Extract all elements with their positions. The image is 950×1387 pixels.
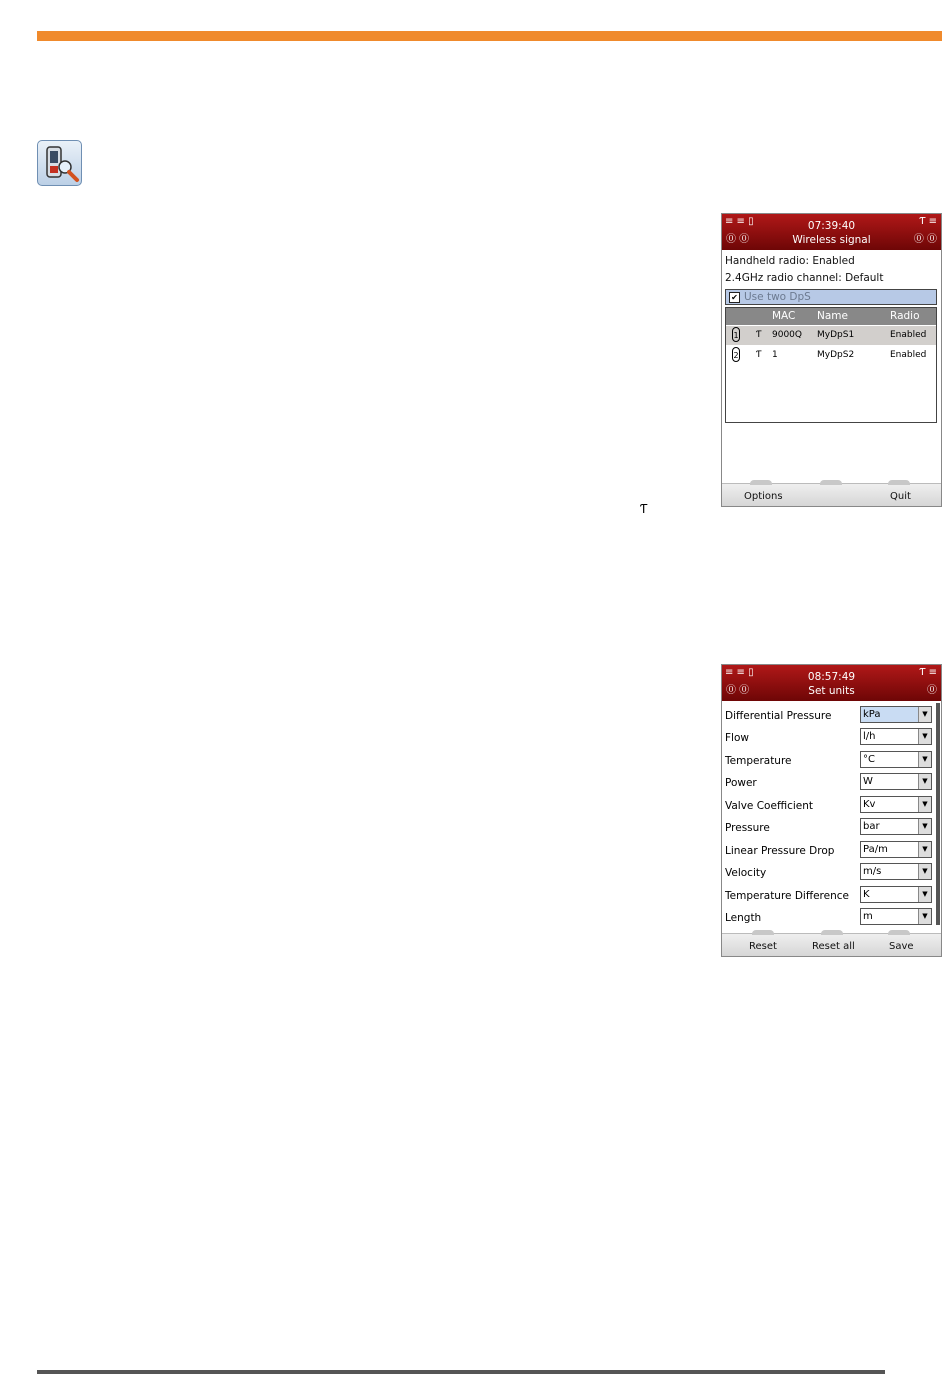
softkey-bar (722, 483, 941, 506)
radio-cell: Enabled (890, 350, 927, 360)
unit-select[interactable] (860, 863, 932, 880)
unit-row-valve-coefficient (722, 793, 937, 815)
dps-table (725, 307, 937, 423)
unit-select[interactable] (860, 908, 932, 925)
unit-select[interactable] (860, 728, 932, 745)
scrollbar[interactable] (936, 703, 940, 925)
column-mac: MAC (772, 310, 796, 322)
unit-label: Linear Pressure Drop (725, 845, 835, 857)
unit-row-temperature-difference (722, 883, 937, 905)
name-cell: MyDpS2 (817, 350, 855, 360)
chevron-down-icon: ▼ (918, 887, 931, 902)
dps-sensor-icon: ⓪ ⓪ (913, 234, 937, 245)
unit-select[interactable] (860, 818, 932, 835)
quit-button[interactable]: Quit (890, 491, 911, 502)
unit-value: Pa/m (863, 844, 888, 855)
antenna-icon: Ƭ ≡ (919, 667, 937, 678)
unit-value: °C (863, 754, 875, 765)
name-cell: MyDpS1 (817, 330, 855, 340)
unit-row-length (722, 905, 937, 927)
screen-header (722, 214, 941, 250)
unit-label: Temperature Difference (725, 890, 849, 902)
dps-sensor-icon: ⓪ (927, 685, 937, 696)
chevron-down-icon: ▼ (918, 819, 931, 834)
reset-button[interactable]: Reset (749, 941, 777, 952)
chevron-down-icon: ▼ (918, 864, 931, 879)
softkey-tab (888, 930, 910, 935)
dps-sensor-icon: ⓪ ⓪ (726, 234, 750, 245)
options-button[interactable]: Options (744, 491, 783, 502)
chevron-down-icon: ▼ (918, 909, 931, 924)
screen-title: Wireless signal (792, 234, 871, 246)
unit-value: bar (863, 821, 880, 832)
unit-row-pressure (722, 815, 937, 837)
clock: 08:57:49 (807, 671, 856, 683)
antenna-icon: Ƭ ≡ (919, 216, 937, 227)
unit-row-temperature (722, 748, 937, 770)
battery-signal-icon: ≡ ≡ ▯ (725, 667, 754, 678)
unit-select[interactable] (860, 751, 932, 768)
dps-sensor-icon: ⓪ ⓪ (726, 685, 750, 696)
unit-value: kPa (863, 709, 881, 720)
unit-select[interactable] (860, 796, 932, 813)
checkbox-check-icon: ✔ (729, 292, 740, 303)
handheld-radio-status: Handheld radio: Enabled (725, 255, 855, 267)
unit-value: W (863, 776, 873, 787)
unit-label: Length (725, 912, 762, 924)
reset-all-button[interactable]: Reset all (812, 941, 855, 952)
antenna-icon: Ƭ (756, 350, 762, 360)
chevron-down-icon: ▼ (918, 797, 931, 812)
set-units-screen (721, 664, 942, 957)
mac-cell: 1 (772, 350, 778, 360)
table-header (726, 308, 936, 325)
column-radio: Radio (890, 310, 920, 322)
unit-select[interactable] (860, 706, 932, 723)
softkey-tab (752, 930, 774, 935)
unit-select[interactable] (860, 841, 932, 858)
antenna-icon: Ƭ (640, 502, 648, 516)
unit-row-power (722, 770, 937, 792)
dps2-badge-icon: 2 (732, 347, 740, 362)
unit-row-flow (722, 725, 937, 747)
clock: 07:39:40 (807, 220, 856, 232)
unit-label: Valve Coefficient (725, 800, 814, 812)
table-row[interactable] (726, 346, 936, 365)
unit-value: l/h (863, 731, 876, 742)
unit-row-linear-pressure-drop (722, 838, 937, 860)
handheld-search-icon (37, 140, 82, 186)
unit-value: m (863, 911, 873, 922)
unit-row-velocity (722, 860, 937, 882)
softkey-tab (888, 480, 910, 485)
chevron-down-icon: ▼ (918, 842, 931, 857)
footer-rule (37, 1370, 885, 1374)
softkey-tab (750, 480, 772, 485)
unit-label: Differential Pressure (725, 710, 832, 722)
radio-cell: Enabled (890, 330, 927, 340)
checkbox-label: Use two DpS (744, 291, 811, 303)
unit-label: Temperature (725, 755, 792, 767)
unit-label: Power (725, 777, 757, 789)
unit-value: m/s (863, 866, 882, 877)
chevron-down-icon: ▼ (918, 729, 931, 744)
unit-value: Kv (863, 799, 876, 810)
wireless-signal-screen (721, 213, 942, 507)
softkey-tab (820, 480, 842, 485)
use-two-dps-checkbox[interactable] (725, 289, 937, 305)
chevron-down-icon: ▼ (918, 774, 931, 789)
softkey-bar (722, 933, 941, 956)
dps1-badge-icon: 1 (732, 327, 740, 342)
unit-value: K (863, 889, 870, 900)
unit-row-differential-pressure (722, 703, 937, 725)
unit-label: Flow (725, 732, 749, 744)
chevron-down-icon: ▼ (918, 752, 931, 767)
antenna-icon: Ƭ (756, 330, 762, 340)
unit-select[interactable] (860, 773, 932, 790)
screen-header (722, 665, 941, 701)
mac-cell: 9000Q (772, 330, 802, 340)
unit-select[interactable] (860, 886, 932, 903)
orange-header-rule (37, 31, 942, 41)
radio-channel-status: 2.4GHz radio channel: Default (725, 272, 884, 284)
softkey-tab (821, 930, 843, 935)
chevron-down-icon: ▼ (918, 707, 931, 722)
battery-signal-icon: ≡ ≡ ▯ (725, 216, 754, 227)
unit-label: Velocity (725, 867, 767, 879)
column-name: Name (817, 310, 848, 322)
save-button[interactable]: Save (889, 941, 914, 952)
screen-title: Set units (808, 685, 855, 697)
table-row[interactable] (726, 326, 936, 345)
unit-label: Pressure (725, 822, 770, 834)
